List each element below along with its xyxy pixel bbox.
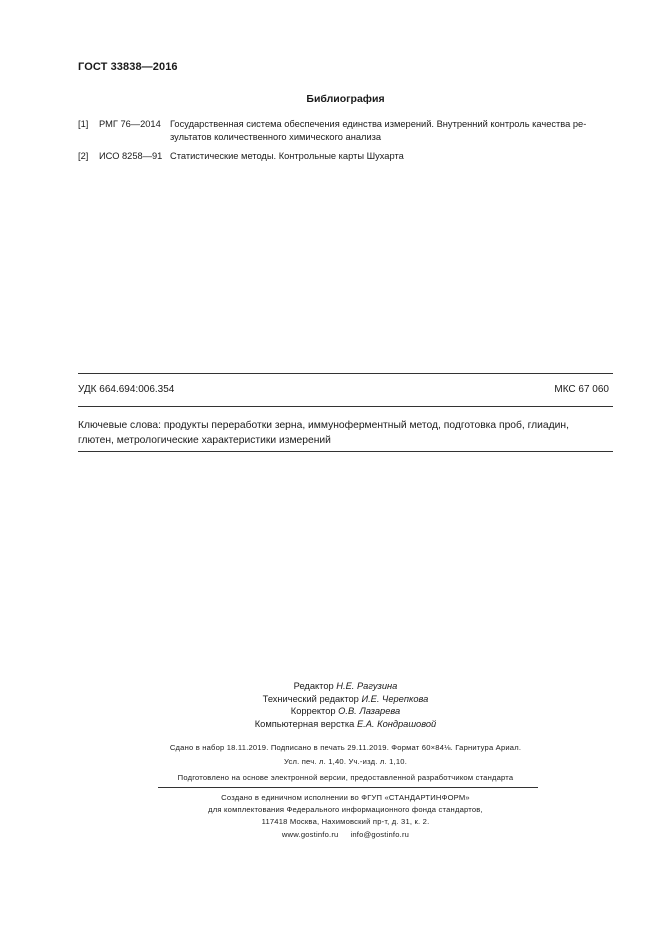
keywords-line: Ключевые слова: продукты переработки зерна, иммуноферментный метод, подготовка проб, глиадин, [78, 420, 569, 431]
editorial-staff [0, 680, 661, 730]
print-info-line: Усл. печ. л. 1,40. Уч.-изд. л. 1,10. [283, 756, 408, 766]
standard-number: ГОСТ 33838—2016 [78, 61, 178, 73]
staff-name: О.В. Лазарева [338, 706, 401, 717]
staff-name: И.Е. Черепкова [361, 693, 429, 704]
entry-number: [1] [78, 119, 89, 129]
publisher-contacts [0, 815, 661, 841]
entry-text-continued: зультатов количественного химического анализа [170, 131, 382, 142]
keywords [78, 418, 618, 448]
staff-line [0, 693, 661, 706]
entry-text: Статистические методы. Контрольные карты Шухарта [170, 151, 404, 161]
udk-code: УДК 664.694:006.354 [78, 384, 175, 395]
print-info-line: Сдано в набор 18.11.2019. Подписано в печать 29.11.2019. Формат 60×84⅛. Гарнитура Ариал. [169, 743, 522, 752]
email-link[interactable]: info@gostinfo.ru [350, 830, 410, 839]
bibliography-entry [78, 150, 618, 164]
publisher-web [0, 828, 661, 841]
staff-name: Н.Е. Рагузина [336, 681, 398, 691]
staff-name: Е.А. Кондрашовой [356, 718, 437, 729]
divider [78, 406, 613, 407]
staff-line [0, 705, 661, 718]
staff-role: Редактор [293, 681, 334, 691]
divider [78, 373, 613, 374]
entry-code: ИСО 8258—91 [99, 151, 163, 161]
staff-line [0, 718, 661, 731]
bibliography-title: Библиография [306, 93, 385, 105]
keywords-line: глютен, метрологические характеристики измерений [78, 435, 331, 446]
publisher-info [0, 792, 661, 817]
entry-code: РМГ 76—2014 [99, 119, 161, 129]
print-info [0, 741, 661, 768]
divider [158, 787, 538, 788]
prepared-note: Подготовлено на основе электронной версии, предоставленной разработчиком стандарта [177, 773, 514, 782]
divider [78, 451, 613, 452]
staff-role: Корректор [290, 706, 336, 717]
entry-number: [2] [78, 151, 89, 161]
publisher-line: Создано в единичном исполнении во ФГУП «СТАНДАРТИНФОРМ» [221, 793, 470, 802]
staff-line [0, 680, 661, 693]
publisher-line: для комплектования Федерального информационного фонда стандартов, [208, 805, 483, 815]
staff-role: Компьютерная верстка [254, 718, 355, 729]
publisher-address: 117418 Москва, Нахимовский пр-т, д. 31, к. 2. [261, 817, 430, 826]
mks-code: МКС 67 060 [554, 384, 609, 395]
entry-text: Государственная система обеспечения единства измерений. Внутренний контроль качества ре- [170, 119, 587, 129]
website-link[interactable]: www.gostinfo.ru [281, 830, 339, 839]
bibliography-entry [78, 118, 618, 144]
staff-role: Технический редактор [262, 693, 359, 704]
